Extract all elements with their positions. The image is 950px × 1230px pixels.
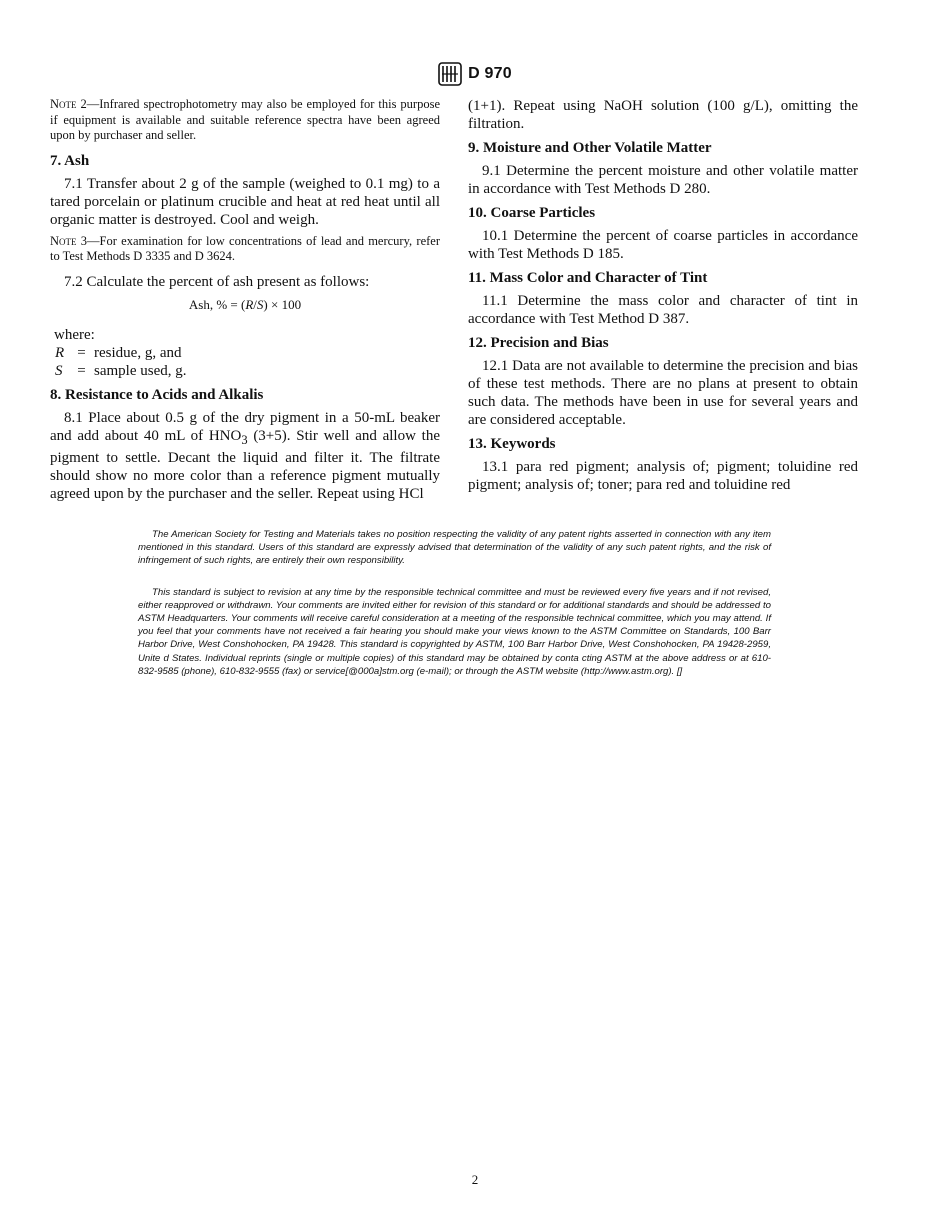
paragraph-9-1: 9.1 Determine the percent moisture and other volatile matter in accordance with Test Methods D 280. xyxy=(468,163,858,197)
paragraph-11-1: 11.1 Determine the mass color and character of tint in accordance with Test Method D 387. xyxy=(468,293,858,327)
definition-text: residue, g, and xyxy=(94,344,182,361)
definition-symbol: S xyxy=(55,362,63,379)
section-12-heading: 12. Precision and Bias xyxy=(468,335,609,351)
paragraph-10-1: 10.1 Determine the percent of coarse particles in accordance with Test Methods D 185. xyxy=(468,228,858,262)
paragraph-8-1 xyxy=(50,409,440,503)
page-number: 2 xyxy=(471,1172,479,1187)
note-text: 3—For examination for low concentrations of lead and mercury, refer to Test Methods D 3335 and D 3624. xyxy=(50,233,440,263)
note-2 xyxy=(50,97,440,144)
definition-r xyxy=(55,344,440,362)
document-id: D 970 xyxy=(468,65,512,82)
astm-logo-icon xyxy=(438,62,462,86)
section-11-heading: 11. Mass Color and Character of Tint xyxy=(468,270,708,286)
definition-equals: = xyxy=(77,344,86,361)
right-column xyxy=(468,97,858,499)
paragraph-8-1-end: (3+5). Stir well and allow the pigment to settle. Decant the liquid and filter it. The filtrate should show no more color than a reference pigment mutually agreed upon by the purchaser and the seller. Repeat using HCl xyxy=(50,427,440,502)
revision-disclaimer: This standard is subject to revision at any time by the responsible technical committee and must be reviewed every five years and if not revised, either reapproved or withdrawn. Your comments are invited either for revision of this standard or for additional standards and should be addressed to ASTM Headquarters. Your comments will receive careful consideration at a meeting of the responsible technical committee, which you may attend. If you feel that your comments have not received a fair hearing you should make your views known to the ASTM Committee on Standards, 100 Barr Harbor Drive, West Conshohocken, PA 19428. This standard is copyrighted by ASTM, 100 Barr Harbor Drive, West Conshohocken, PA 19428-2959, Unite d States. Individual reprints (single or multiple copies) of this standard may be obtained by conta cting ASTM at the above address or at 610-832-9585 (phone), 610-832-9555 (fax) or service[@000a]stm.org (e-mail); or through the ASTM website (http://www.astm.org). [] xyxy=(138,586,771,677)
equation-lhs: Ash, % = ( xyxy=(188,296,246,312)
section-7-heading: 7. Ash xyxy=(50,152,90,169)
paragraph-12-1: 12.1 Data are not available to determine the precision and bias of these test methods. There are no plans at present to obtain such data. The methods have been in use for several years and are considered acceptable. xyxy=(468,358,858,428)
equation-s: S xyxy=(256,296,264,312)
paragraph-8-1-continued: (1+1). Repeat using NaOH solution (100 g/L), omitting the filtration. xyxy=(468,98,858,132)
definition-s xyxy=(55,362,440,380)
definition-symbol: R xyxy=(55,344,65,361)
equation-r: R xyxy=(245,296,254,312)
definition-equals: = xyxy=(77,362,86,379)
subscript: 3 xyxy=(241,432,248,447)
where-label: where: xyxy=(54,326,95,343)
patent-disclaimer: The American Society for Testing and Materials takes no position respecting the validity of any patent rights asserted in connection with any item mentioned in this standard. Users of this standard are expressly advised that determination of the validity of any such patent rights, and the risk of infringement of such rights, are entirely their own responsibility. xyxy=(138,528,771,566)
note-label: Note xyxy=(50,233,77,248)
equation-rhs: ) × 100 xyxy=(263,296,302,312)
paragraph-7-2: 7.2 Calculate the percent of ash present as follows: xyxy=(64,273,370,290)
section-10-heading: 10. Coarse Particles xyxy=(468,205,596,221)
note-3 xyxy=(50,234,440,265)
equation-slash: / xyxy=(253,296,257,312)
left-column xyxy=(50,97,440,508)
definition-text: sample used, g. xyxy=(94,362,187,379)
paragraph-7-1: 7.1 Transfer about 2 g of the sample (weighed to 0.1 mg) to a tared porcelain or platinum crucible and heat at red heat until all organic matter is destroyed. Cool and weigh. xyxy=(50,175,440,228)
note-text: 2—Infrared spectrophotometry may also be employed for this purpose if equipment is available and suitable reference spectra have been agreed upon by purchaser and seller. xyxy=(50,97,440,142)
note-label: Note xyxy=(50,97,77,111)
paragraph-13-1: 13.1 para red pigment; analysis of; pigment; toluidine red pigment; analysis of; toner; para red and toluidine red xyxy=(468,459,858,493)
paragraph-8-1-start: 8.1 Place about 0.5 g of the dry pigment in a 50-mL beaker and add about 40 mL of HNO xyxy=(50,409,440,444)
page-header xyxy=(0,62,950,86)
section-9-heading: 9. Moisture and Other Volatile Matter xyxy=(468,140,712,156)
section-8-heading: 8. Resistance to Acids and Alkalis xyxy=(50,386,264,403)
section-13-heading: 13. Keywords xyxy=(468,436,556,452)
ash-equation xyxy=(50,296,440,314)
